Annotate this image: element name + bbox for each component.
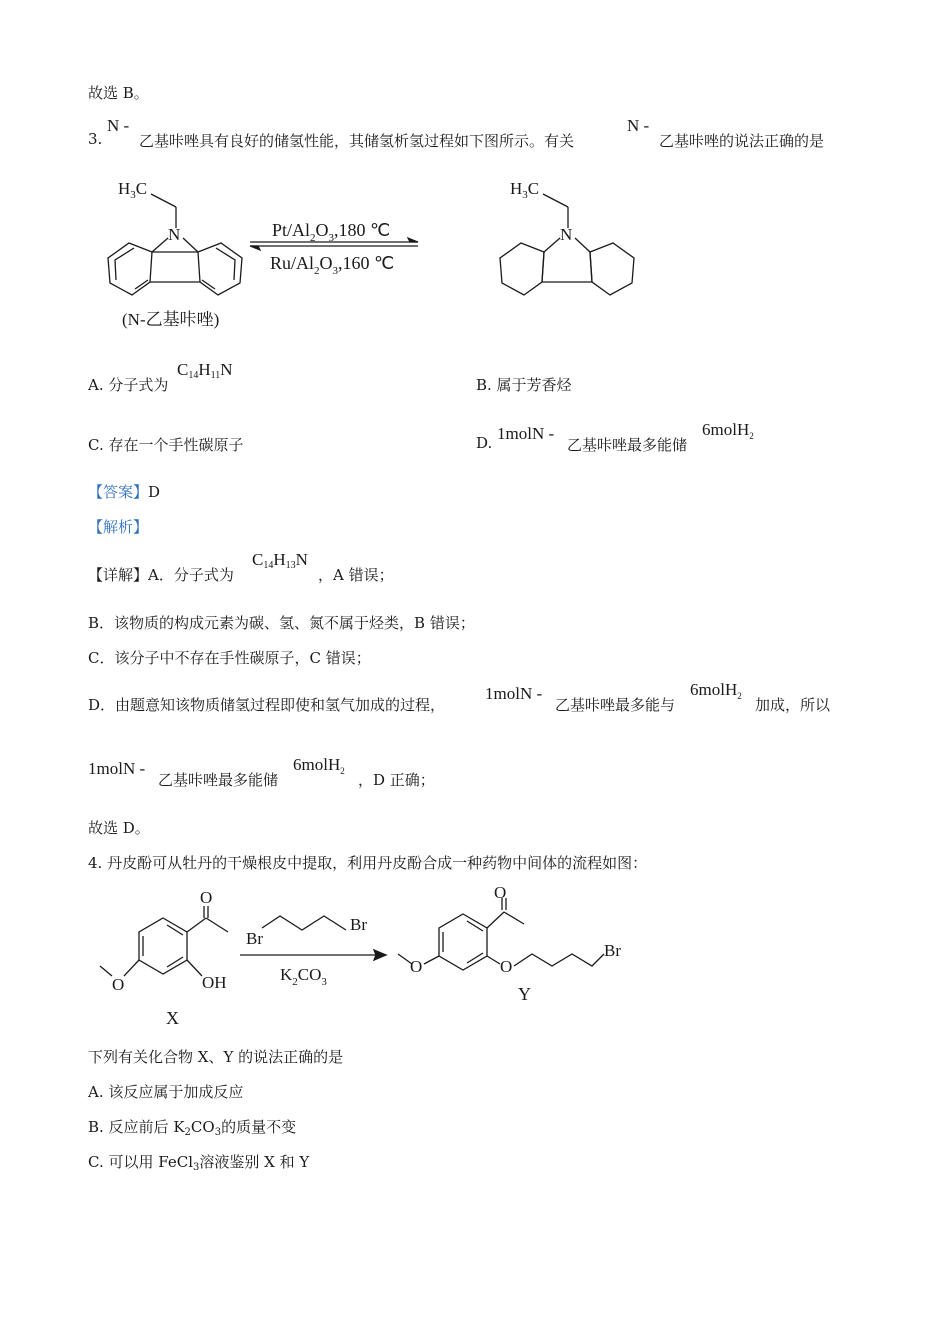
x-hydroxyl: OH [202,973,227,992]
q4-stem: 下列有关化合物 X、Y 的说法正确的是 [88,1048,344,1066]
perhydro-carbazole-structure [500,194,634,295]
detail-a-text: 【详解】A．分子式为 [88,566,234,584]
q3-text-b: 乙基咔唑的说法正确的是 [659,132,825,150]
answer-value: D [148,483,161,501]
label-y: Y [518,984,531,1004]
conclusion-line-1: 故选 B。 [88,84,149,102]
answer-label: 【答案】 [88,483,149,501]
conclusion-line-2: 故选 D。 [88,819,150,837]
detail-a-conclusion: ，A 错误； [318,566,394,584]
forward-condition: $Pt/Al_2O_3,180$ ℃ [272,220,391,244]
detail-e-conclusion: ，D 正确； [358,771,435,789]
y-ether-o: O [410,957,423,976]
detail-e-text: 乙基咔唑最多能储 [158,771,279,789]
q3-option-c: C. 存在一个手性碳原子 [88,436,244,454]
detail-d-h2: 6molH$_2$ [690,680,742,701]
q3-option-d-amount: 1molN - [497,424,555,443]
nitrogen-label: N [168,225,181,244]
detail-e-h2: 6molH$_2$ [293,755,345,776]
detail-e-amount: 1molN - [88,759,146,778]
reaction-arrow [240,950,386,960]
x-carbonyl-o: O [200,888,213,907]
label-x: X [166,1008,179,1028]
q3-option-a-formula: $C_{14}H_{11}N$ [177,360,233,381]
detail-d-text-2: 乙基咔唑最多能与 [555,696,676,714]
n-ethylcarbazole-scheme [0,170,950,350]
h3c-label: $H_3C$ [118,179,148,201]
q3-option-a: A. 分子式为 [88,376,169,394]
q3-text-a: 乙基咔唑具有良好的储氢性能，其储氢析氢过程如下图所示。有关 [139,132,575,150]
reagent-br-left: Br [246,929,263,948]
reagent-br-right: Br [350,915,367,934]
q3-n-prefix-2: N - [627,116,650,135]
detail-c: C．该分子中不存在手性碳原子，C 错误； [88,649,371,667]
q3-option-d-prefix: D. [476,434,493,452]
question-3-number: 3. [88,130,103,148]
detail-d-text-3: 加成，所以 [755,696,831,714]
detail-d-text: D．由题意知该物质储氢过程即使和氢气加成的过程， [88,696,446,714]
paeonol-reaction-scheme [0,880,950,1030]
y-chain-o: O [500,957,513,976]
analysis-label: 【解析】 [88,518,149,536]
n-ethylcarbazole-structure [108,194,242,295]
q3-n-prefix-1: N - [107,116,130,135]
nitrogen-label-right: N [560,225,573,244]
x-ether-o: O [112,975,125,994]
detail-b: B．该物质的构成元素为碳、氢、氮不属于烃类，B 错误； [88,614,475,632]
reverse-condition: $Ru/Al_2O_3,160$ ℃ [270,253,395,277]
detail-d-amount: 1molN - [485,684,543,703]
y-carbonyl-o: O [494,883,507,902]
compound-caption: (N-乙基咔唑) [122,310,220,329]
q4-option-c: C. 可以用 FeCl$_3$溶液鉴别 X 和 Y [88,1153,310,1173]
compound-x-structure [100,906,228,976]
q3-option-d-h2: 6molH$_2$ [702,420,754,441]
base-condition: $K_2CO_3$ [280,965,327,988]
q3-option-d-text: 乙基咔唑最多能储 [567,436,688,454]
h3c-label-right: $H_3C$ [510,179,540,201]
y-br: Br [604,941,621,960]
q4-option-b: B. 反应前后 $K_2CO_3$的质量不变 [88,1118,297,1138]
detail-a-formula: $C_{14}H_{13}N$ [252,550,308,571]
dibromobutane-structure [262,916,346,930]
q4-option-a: A. 该反应属于加成反应 [88,1083,244,1101]
question-4-text: 4. 丹皮酚可从牡丹的干燥根皮中提取，利用丹皮酚合成一种药物中间体的流程如图： [88,854,648,872]
q3-option-b: B. 属于芳香烃 [476,376,572,394]
answer-line [88,481,160,502]
